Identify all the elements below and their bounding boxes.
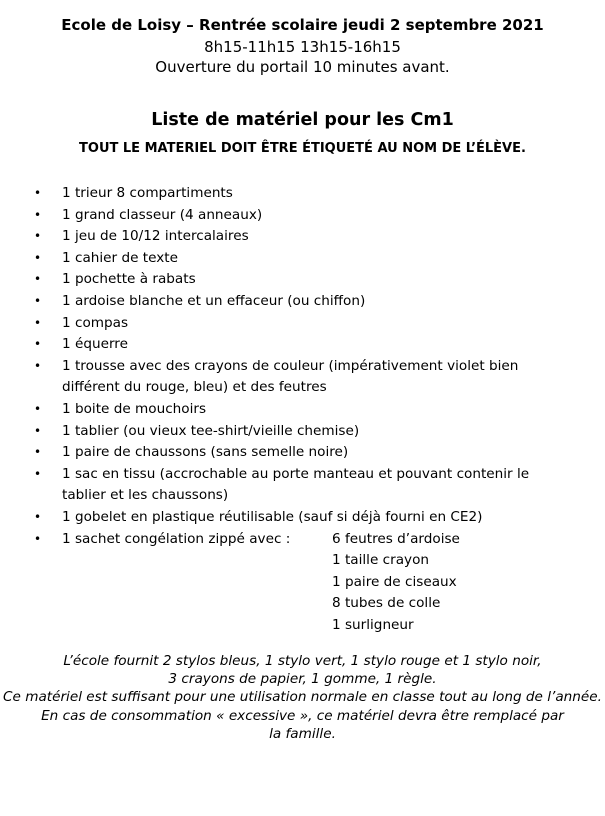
- bullet-icon: •: [34, 315, 42, 330]
- list-item: [0, 334, 567, 356]
- list-item: [0, 226, 567, 248]
- bullet-icon: •: [34, 358, 42, 373]
- note-paragraph-replacement: En cas de consommation « excessive », ce matériel devra être remplacé par la famille.: [41, 707, 564, 742]
- item-text: 1 pochette à rabats: [62, 271, 196, 288]
- sachet-item: 1 taille crayon: [332, 552, 430, 569]
- bullet-icon: •: [34, 423, 42, 438]
- bullet-icon: •: [34, 531, 42, 546]
- item-text: 1 paire de chaussons (sans semelle noire): [62, 444, 349, 461]
- list-item: [0, 464, 567, 507]
- item-text: 1 sac en tissu (accrochable au porte manteau et pouvant contenir le tablier et les chaussons): [62, 465, 530, 504]
- item-text: 1 boite de mouchoirs: [62, 400, 207, 417]
- list-item: [0, 442, 567, 464]
- bullet-icon: •: [34, 186, 42, 200]
- school-date-line: Ecole de Loisy – Rentrée scolaire jeudi 2 septembre 2021: [61, 16, 544, 34]
- item-text: 1 cahier de texte: [62, 249, 178, 266]
- list-item: [0, 269, 567, 291]
- bullet-icon: •: [34, 229, 42, 244]
- gate-opening-line: Ouverture du portail 10 minutes avant.: [155, 58, 450, 76]
- list-item: [0, 313, 567, 335]
- supply-list: [0, 183, 605, 633]
- list-title: Liste de matériel pour les Cm1: [151, 110, 454, 130]
- bullet-icon: •: [34, 401, 42, 416]
- bullet-icon: •: [34, 207, 42, 222]
- list-item: [0, 399, 567, 421]
- bullet-icon: •: [34, 337, 42, 352]
- sachet-item: 1 surligneur: [332, 616, 414, 633]
- note-paragraph-supplied: L’école fournit 2 stylos bleus, 1 stylo vert, 1 stylo rouge et 1 stylo noir, 3 crayons de papier, 1 gomme, 1 règle.: [63, 653, 542, 688]
- item-text: 1 trieur 8 compartiments: [62, 185, 233, 201]
- list-item: [0, 248, 567, 270]
- bullet-icon: •: [34, 445, 42, 460]
- school-hours-line: 8h15-11h15 13h15-16h15: [204, 38, 401, 56]
- sachet-item: 8 tubes de colle: [332, 595, 441, 612]
- item-text: 1 gobelet en plastique réutilisable (sauf si déjà fourni en CE2): [62, 508, 483, 525]
- sachet-contents: [332, 529, 460, 637]
- sachet-item: 6 feutres d’ardoise: [332, 530, 460, 547]
- list-item: [0, 291, 567, 313]
- list-item: [0, 356, 567, 399]
- list-item: [0, 205, 567, 227]
- labeling-notice: TOUT LE MATERIEL DOIT ÊTRE ÉTIQUETÉ AU NOM DE L’ÉLÈVE.: [79, 141, 526, 156]
- note-paragraph-sufficient: Ce matériel est suffisant pour une utilisation normale en classe tout au long de l’année.: [3, 689, 602, 706]
- item-text: 1 ardoise blanche et un effaceur (ou chiffon): [62, 292, 366, 309]
- document-header: [0, 13, 605, 77]
- bullet-icon: •: [34, 509, 42, 524]
- bullet-icon: •: [34, 293, 42, 308]
- item-text: 1 grand classeur (4 anneaux): [62, 206, 263, 223]
- list-item-sachet: [0, 529, 567, 633]
- item-text: 1 sachet congélation zippé avec :: [62, 530, 291, 547]
- item-text: 1 tablier (ou vieux tee-shirt/vieille chemise): [62, 422, 360, 439]
- item-text: 1 compas: [62, 314, 129, 331]
- item-text: 1 équerre: [62, 336, 128, 353]
- item-text: 1 jeu de 10/12 intercalaires: [62, 228, 249, 245]
- list-item: [0, 183, 567, 205]
- sachet-item: 1 paire de ciseaux: [332, 573, 457, 590]
- bullet-icon: •: [34, 466, 42, 481]
- list-item: [0, 507, 567, 529]
- school-supplies-note: [0, 652, 605, 743]
- bullet-icon: •: [34, 250, 42, 265]
- item-text: 1 trousse avec des crayons de couleur (impérativement violet bien différent du rouge, bleu) et des feutres: [62, 357, 519, 396]
- bullet-icon: •: [34, 272, 42, 287]
- list-item: [0, 421, 567, 443]
